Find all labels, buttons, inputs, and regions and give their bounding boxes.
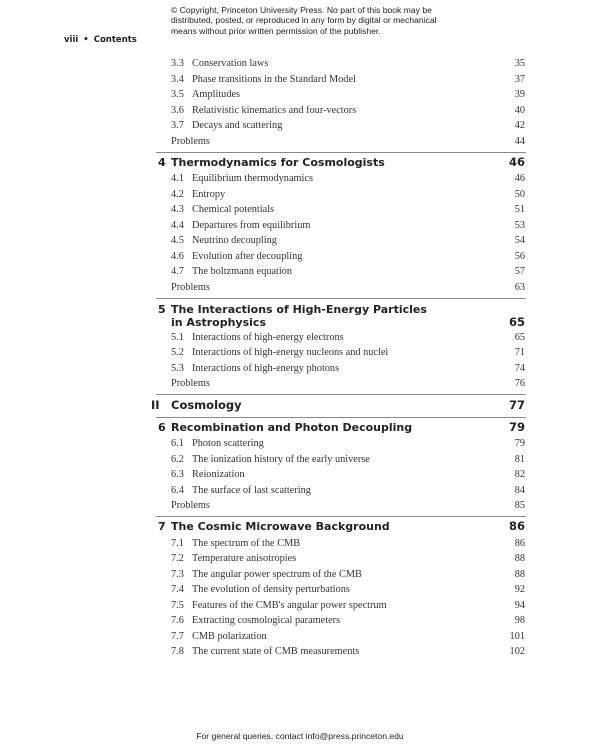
section-title: Phase transitions in the Standard Model (192, 74, 356, 85)
section-title: Interactions of high-energy electrons (192, 332, 344, 343)
section-number: 7.5 (171, 600, 184, 611)
section-title: Extracting cosmological parameters (192, 615, 341, 626)
problems-title: Problems (171, 282, 210, 293)
copyright-line: means without prior written permission of the publisher. (171, 25, 381, 36)
section-title: The ionization history of the early universe (192, 454, 370, 465)
section-title: Neutrino decoupling (192, 235, 277, 246)
section-page: 56 (514, 251, 525, 262)
problems-title: Problems (171, 500, 210, 511)
section-page: 86 (514, 538, 525, 549)
section-page: 57 (514, 266, 525, 277)
section-page: 65 (514, 332, 525, 343)
section-number: 4.6 (171, 251, 184, 262)
toc-section[interactable] (0, 437, 600, 451)
toc-section[interactable] (0, 346, 600, 360)
section-number: 4.2 (171, 189, 184, 200)
section-page: 71 (514, 347, 525, 358)
section-page: 54 (514, 235, 525, 246)
toc-section[interactable] (0, 250, 600, 264)
copyright-line: distributed, posted, or reproduced in any form by digital or mechanical (171, 15, 437, 26)
chapter-number: 6 (158, 421, 166, 434)
section-number: 7.4 (171, 584, 184, 595)
chapter-title: Recombination and Photon Decoupling (171, 421, 413, 434)
section-number: 5.2 (171, 347, 184, 358)
section-title: The spectrum of the CMB (192, 538, 301, 549)
section-number: 4.7 (171, 266, 184, 277)
section-page: 74 (514, 363, 525, 374)
chapter-title: The Cosmic Microwave Background (171, 520, 390, 533)
section-page: 40 (514, 105, 525, 116)
chapter-number: 5 (158, 303, 166, 316)
chapter-divider (156, 417, 526, 418)
chapter-divider (156, 298, 526, 299)
chapter-title-continued: in Astrophysics (171, 316, 266, 329)
section-title: Interactions of high-energy nucleons and nuclei (192, 347, 389, 358)
section-title: Reionization (192, 469, 245, 480)
section-title: The surface of last scattering (192, 485, 311, 496)
section-title: The boltzmann equation (192, 266, 293, 277)
problems-page: 85 (514, 500, 525, 511)
chapter-number: 7 (158, 520, 166, 533)
section-page: 37 (514, 74, 525, 85)
toc-problems[interactable] (0, 135, 600, 149)
section-title: The evolution of density perturbations (192, 584, 350, 595)
section-title: CMB polarization (192, 631, 267, 642)
section-number: 7.8 (171, 646, 184, 657)
section-title: Photon scattering (192, 438, 264, 449)
section-page: 92 (514, 584, 525, 595)
section-title: The angular power spectrum of the CMB (192, 569, 362, 580)
problems-title: Problems (171, 378, 210, 389)
section-number: 5.3 (171, 363, 184, 374)
toc-section[interactable] (0, 172, 600, 186)
part-number: II (151, 398, 160, 412)
section-title: Relativistic kinematics and four-vectors (192, 105, 357, 116)
toc-section[interactable] (0, 331, 600, 345)
section-page: 98 (514, 615, 525, 626)
section-title: Temperature anisotropies (192, 553, 297, 564)
problems-title: Problems (171, 136, 210, 147)
toc-section[interactable] (0, 119, 600, 133)
toc-section[interactable] (0, 645, 600, 659)
toc-section[interactable] (0, 234, 600, 248)
toc-section[interactable] (0, 219, 600, 233)
section-page: 81 (514, 454, 525, 465)
section-page: 50 (514, 189, 525, 200)
toc-problems[interactable] (0, 499, 600, 513)
toc-section[interactable] (0, 552, 600, 566)
toc-section[interactable] (0, 468, 600, 482)
section-page: 35 (514, 58, 525, 69)
section-number: 3.7 (171, 120, 184, 131)
problems-page: 76 (514, 378, 525, 389)
running-title: Contents (93, 35, 137, 45)
toc-section[interactable] (0, 203, 600, 217)
section-number: 3.4 (171, 74, 184, 85)
chapter-title: The Interactions of High-Energy Particles (171, 303, 427, 316)
section-page: 39 (514, 89, 525, 100)
copyright-line: © Copyright, Princeton University Press. No part of this book may be (171, 5, 432, 15)
toc-section[interactable] (0, 88, 600, 102)
section-page: 84 (514, 485, 525, 496)
toc-section[interactable] (0, 362, 600, 376)
section-page: 82 (514, 469, 525, 480)
toc-section[interactable] (0, 614, 600, 628)
footer-contact: For general queries, contact info@press.princeton.edu (196, 731, 404, 741)
section-title: Decays and scattering (192, 120, 283, 131)
toc-problems[interactable] (0, 281, 600, 295)
section-number: 7.6 (171, 615, 184, 626)
section-page: 79 (514, 438, 525, 449)
section-title: The current state of CMB measurements (192, 646, 360, 657)
toc-section[interactable] (0, 57, 600, 71)
section-title: Chemical potentials (192, 204, 275, 215)
chapter-page: 79 (508, 420, 525, 434)
section-number: 7.3 (171, 569, 184, 580)
toc-section[interactable] (0, 630, 600, 644)
part-title: Cosmology (171, 398, 242, 412)
section-number: 5.1 (171, 332, 184, 343)
section-page: 42 (514, 120, 525, 131)
section-number: 7.2 (171, 553, 184, 564)
problems-page: 44 (514, 136, 525, 147)
section-title: Departures from equilibrium (192, 220, 311, 231)
chapter-page: 86 (508, 519, 525, 533)
chapter-divider (156, 152, 526, 153)
section-title: Interactions of high-energy photons (192, 363, 340, 374)
chapter-page: 46 (508, 155, 525, 169)
toc-section[interactable] (0, 188, 600, 202)
section-page: 53 (514, 220, 525, 231)
part-page: 77 (508, 398, 525, 412)
section-title: Features of the CMB's angular power spectrum (192, 600, 387, 611)
section-number: 3.6 (171, 105, 184, 116)
running-head (64, 35, 137, 45)
page-number: viii (64, 35, 79, 45)
section-number: 6.3 (171, 469, 184, 480)
section-number: 7.7 (171, 631, 184, 642)
section-title: Amplitudes (192, 89, 241, 100)
section-number: 4.1 (171, 173, 184, 184)
section-title: Equilibrium thermodynamics (192, 173, 313, 184)
toc-section[interactable] (0, 484, 600, 498)
chapter-title: Thermodynamics for Cosmologists (171, 156, 385, 169)
toc-section[interactable] (0, 453, 600, 467)
section-title: Evolution after decoupling (192, 251, 303, 262)
section-number: 4.3 (171, 204, 184, 215)
chapter-divider (156, 516, 526, 517)
toc-problems[interactable] (0, 377, 600, 391)
section-page: 51 (514, 204, 525, 215)
toc-section[interactable] (0, 537, 600, 551)
copyright-notice (171, 5, 471, 36)
section-number: 7.1 (171, 538, 184, 549)
section-number: 3.3 (171, 58, 184, 69)
section-page: 101 (509, 631, 525, 642)
section-number: 6.2 (171, 454, 184, 465)
section-number: 6.1 (171, 438, 184, 449)
section-number: 4.5 (171, 235, 184, 246)
section-number: 3.5 (171, 89, 184, 100)
toc-section[interactable] (0, 104, 600, 118)
section-page: 88 (514, 553, 525, 564)
toc-section[interactable] (0, 568, 600, 582)
chapter-number: 4 (158, 156, 166, 169)
section-title: Conservation laws (192, 58, 269, 69)
toc-section[interactable] (0, 583, 600, 597)
problems-page: 63 (514, 282, 525, 293)
toc-section[interactable] (0, 73, 600, 87)
chapter-page: 65 (508, 315, 525, 329)
bullet-separator: • (83, 35, 89, 45)
section-page: 88 (514, 569, 525, 580)
toc-section[interactable] (0, 599, 600, 613)
section-page: 94 (514, 600, 525, 611)
section-number: 4.4 (171, 220, 184, 231)
toc-section[interactable] (0, 265, 600, 279)
part-divider (156, 394, 526, 395)
section-page: 102 (509, 646, 525, 657)
section-number: 6.4 (171, 485, 184, 496)
section-title: Entropy (192, 189, 226, 200)
section-page: 46 (514, 173, 525, 184)
